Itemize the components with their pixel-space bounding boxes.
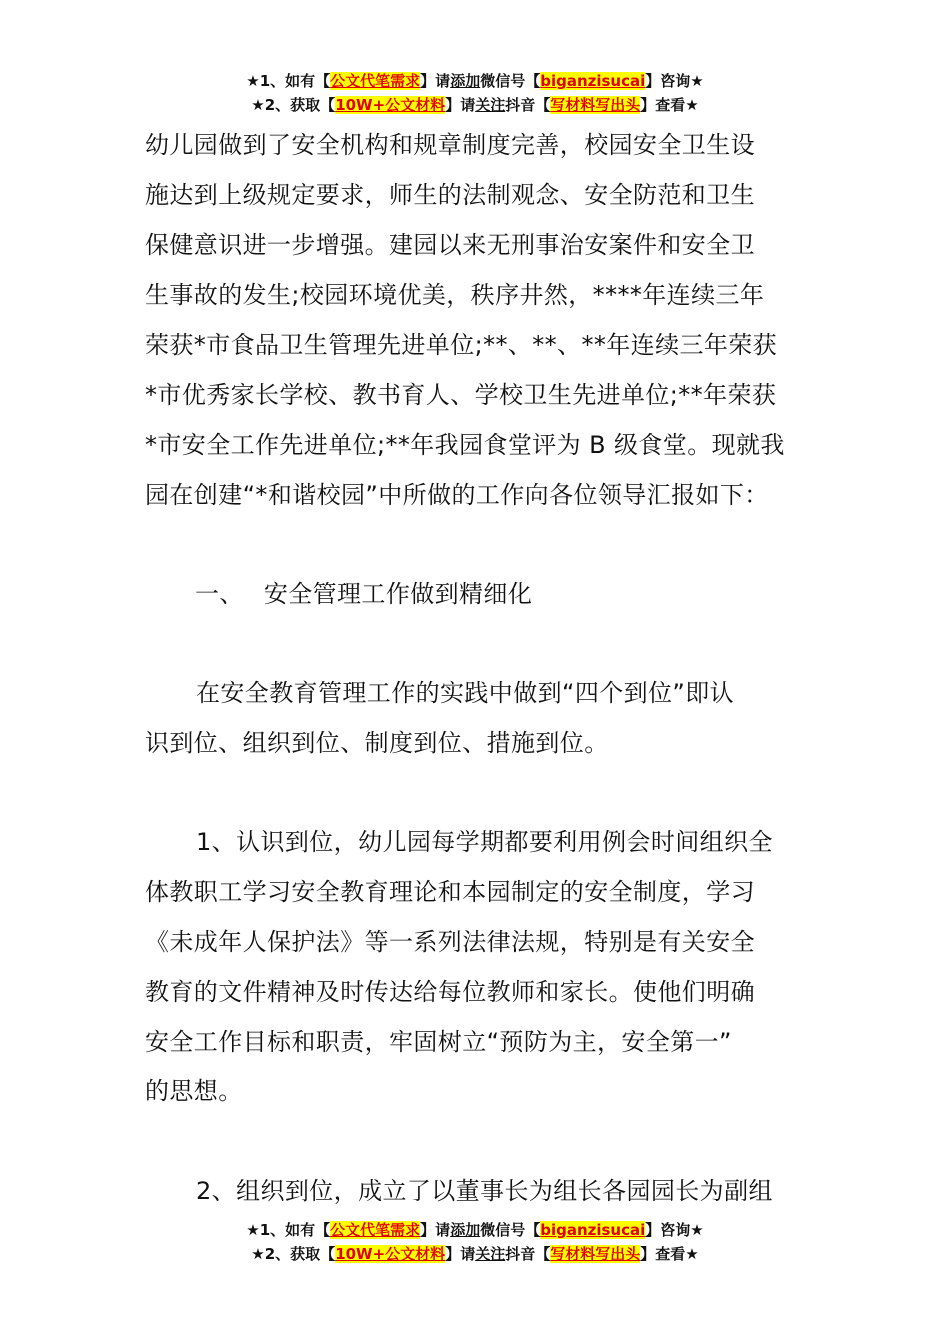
section-heading: 一、 安全管理工作做到精细化 — [195, 580, 533, 608]
promo-banner-top — [0, 69, 950, 117]
text-line: 《未成年人保护法》等一系列法律法规，特别是有关安全 — [145, 928, 755, 956]
text-line: 体教职工学习安全教育理论和本园制定的安全制度，学习 — [145, 878, 755, 906]
text-line: 安全工作目标和职责，牢固树立“预防为主，安全第一” — [145, 1028, 732, 1056]
promo-line-1: ★1、如有【公文代笔需求】请添加微信号【biganzisucai】咨询★ — [246, 72, 704, 90]
promo-line-2: ★2、获取【10W+公文材料】请关注抖音【写材料写出头】查看★ — [251, 1245, 699, 1263]
promo-line-1: ★1、如有【公文代笔需求】请添加微信号【biganzisucai】咨询★ — [246, 1221, 704, 1239]
text-line: 施达到上级规定要求，师生的法制观念、安全防范和卫生 — [145, 181, 755, 209]
text-line: 园在创建“*和谐校园”中所做的工作向各位领导汇报如下： — [145, 481, 769, 509]
text-line: 幼儿园做到了安全机构和规章制度完善，校园安全卫生设 — [145, 131, 755, 159]
text-line: 生事故的发生;校园环境优美，秩序井然，****年连续三年 — [145, 281, 765, 309]
text-line: *市优秀家长学校、教书育人、学校卫生先进单位;**年荣获 — [145, 381, 777, 409]
promo-line-2: ★2、获取【10W+公文材料】请关注抖音【写材料写出头】查看★ — [251, 96, 699, 114]
text-line: 的思想。 — [145, 1077, 243, 1105]
text-line: 荣获*市食品卫生管理先进单位;**、**、**年连续三年荣获 — [145, 331, 778, 359]
text-line: *市安全工作先进单位;**年我园食堂评为 B 级食堂。现就我 — [145, 431, 785, 459]
text-line: 教育的文件精神及时传达给每位教师和家长。使他们明确 — [145, 978, 755, 1006]
text-line: 2、组织到位，成立了以董事长为组长各园园长为副组 — [196, 1177, 773, 1205]
text-line: 1、认识到位，幼儿园每学期都要利用例会时间组织全 — [196, 828, 773, 856]
text-line: 在安全教育管理工作的实践中做到“四个到位”即认 — [196, 679, 735, 707]
promo-banner-bottom — [0, 1218, 950, 1266]
text-line: 保健意识进一步增强。建园以来无刑事治安案件和安全卫 — [145, 231, 755, 259]
text-line: 识到位、组织到位、制度到位、措施到位。 — [145, 729, 609, 757]
